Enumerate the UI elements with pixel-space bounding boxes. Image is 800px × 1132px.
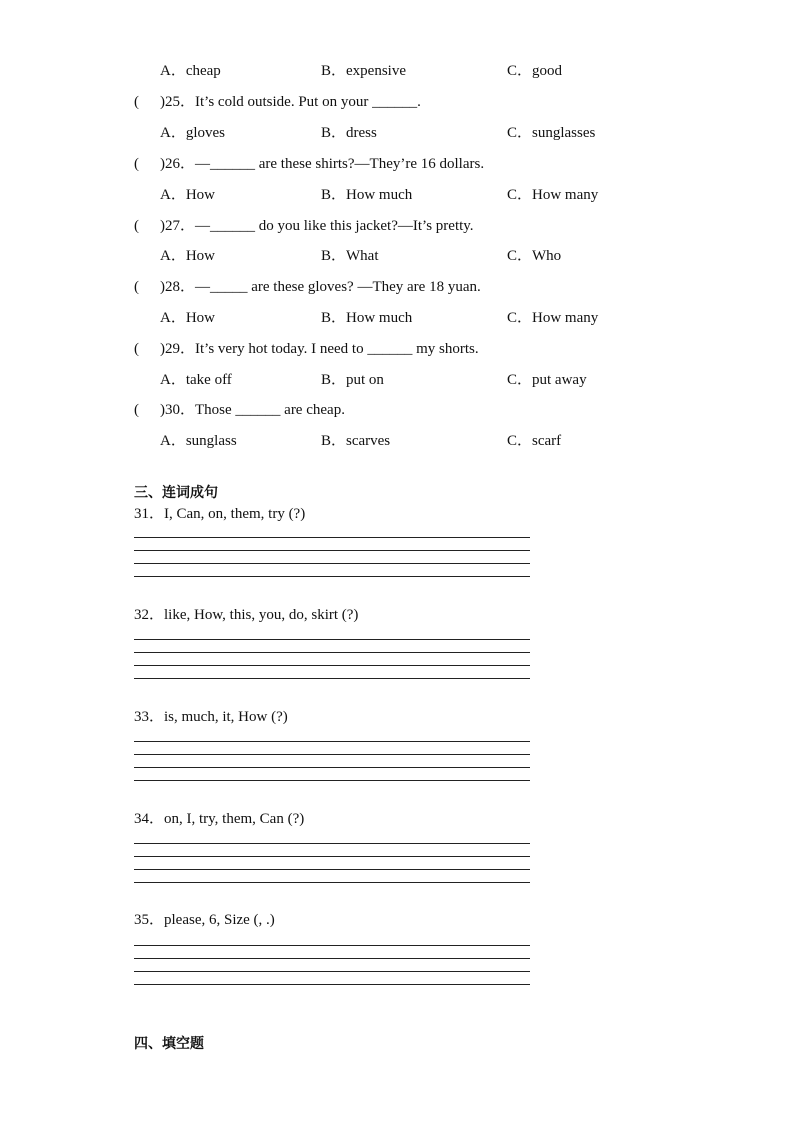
answer-line[interactable] <box>134 563 530 564</box>
option-b: B．dress <box>321 125 377 141</box>
answer-line[interactable] <box>134 652 530 653</box>
answer-line[interactable] <box>134 678 530 679</box>
option-c: C．put away <box>507 372 587 388</box>
question-number: )25．It’s cold outside. Put on your ______. <box>160 94 421 110</box>
option-a: A．How <box>160 187 215 203</box>
answer-paren: ( <box>134 94 139 110</box>
section-heading-3: 三、连词成句 <box>134 485 218 501</box>
question-number: )26．—______ are these shirts?—They’re 16 dollars. <box>160 156 485 172</box>
answer-paren: ( <box>134 156 139 172</box>
option-c: C．How many <box>507 310 599 326</box>
option-a: A．How <box>160 310 215 326</box>
answer-paren: ( <box>134 279 139 295</box>
answer-paren: ( <box>134 341 139 357</box>
question-stem: It’s cold outside. Put on your ______. <box>195 94 421 110</box>
answer-line[interactable] <box>134 754 530 755</box>
option-a: A．cheap <box>160 63 221 79</box>
option-b: B．expensive <box>321 63 406 79</box>
option-b: B．scarves <box>321 433 391 449</box>
answer-line[interactable] <box>134 665 530 666</box>
answer-line[interactable] <box>134 945 530 946</box>
option-c: C．good <box>507 63 563 79</box>
option-b: B．How much <box>321 310 413 326</box>
answer-line[interactable] <box>134 984 530 985</box>
option-a: A．How <box>160 248 215 264</box>
answer-line[interactable] <box>134 639 530 640</box>
option-c: C．How many <box>507 187 599 203</box>
question-stem: —_____ are these gloves? —They are 18 yuan. <box>195 279 481 295</box>
answer-line[interactable] <box>134 537 530 538</box>
answer-line[interactable] <box>134 843 530 844</box>
option-a: A．gloves <box>160 125 225 141</box>
sentence-prompt: 32．like, How, this, you, do, skirt (?) <box>134 607 359 623</box>
answer-paren: ( <box>134 402 139 418</box>
sentence-prompt: 31．I, Can, on, them, try (?) <box>134 506 306 522</box>
answer-line[interactable] <box>134 576 530 577</box>
question-number: )29．It’s very hot today. I need to ______ my shorts. <box>160 341 479 357</box>
question-stem: Those ______ are cheap. <box>195 402 345 418</box>
option-b: B．What <box>321 248 379 264</box>
option-a: A．take off <box>160 372 232 388</box>
option-a: A．sunglass <box>160 433 237 449</box>
option-c: C．sunglasses <box>507 125 596 141</box>
question-stem: —______ are these shirts?—They’re 16 dollars. <box>195 156 485 172</box>
question-number: )30．Those ______ are cheap. <box>160 402 345 418</box>
sentence-prompt: 35．please, 6, Size (, .) <box>134 912 275 928</box>
option-b: B．put on <box>321 372 384 388</box>
answer-line[interactable] <box>134 958 530 959</box>
question-number: )28．—_____ are these gloves? —They are 18 yuan. <box>160 279 481 295</box>
question-stem: It’s very hot today. I need to ______ my shorts. <box>195 341 479 357</box>
answer-line[interactable] <box>134 869 530 870</box>
answer-line[interactable] <box>134 882 530 883</box>
question-number: )27．—______ do you like this jacket?—It’s pretty. <box>160 218 474 234</box>
option-b: B．How much <box>321 187 413 203</box>
option-c: C．Who <box>507 248 562 264</box>
answer-line[interactable] <box>134 741 530 742</box>
answer-line[interactable] <box>134 856 530 857</box>
sentence-prompt: 34．on, I, try, them, Can (?) <box>134 811 305 827</box>
answer-line[interactable] <box>134 550 530 551</box>
answer-line[interactable] <box>134 971 530 972</box>
sentence-prompt: 33．is, much, it, How (?) <box>134 709 288 725</box>
section-heading-4: 四、填空题 <box>134 1036 204 1052</box>
answer-line[interactable] <box>134 767 530 768</box>
answer-line[interactable] <box>134 780 530 781</box>
answer-paren: ( <box>134 218 139 234</box>
question-stem: —______ do you like this jacket?—It’s pretty. <box>195 218 474 234</box>
option-c: C．scarf <box>507 433 562 449</box>
